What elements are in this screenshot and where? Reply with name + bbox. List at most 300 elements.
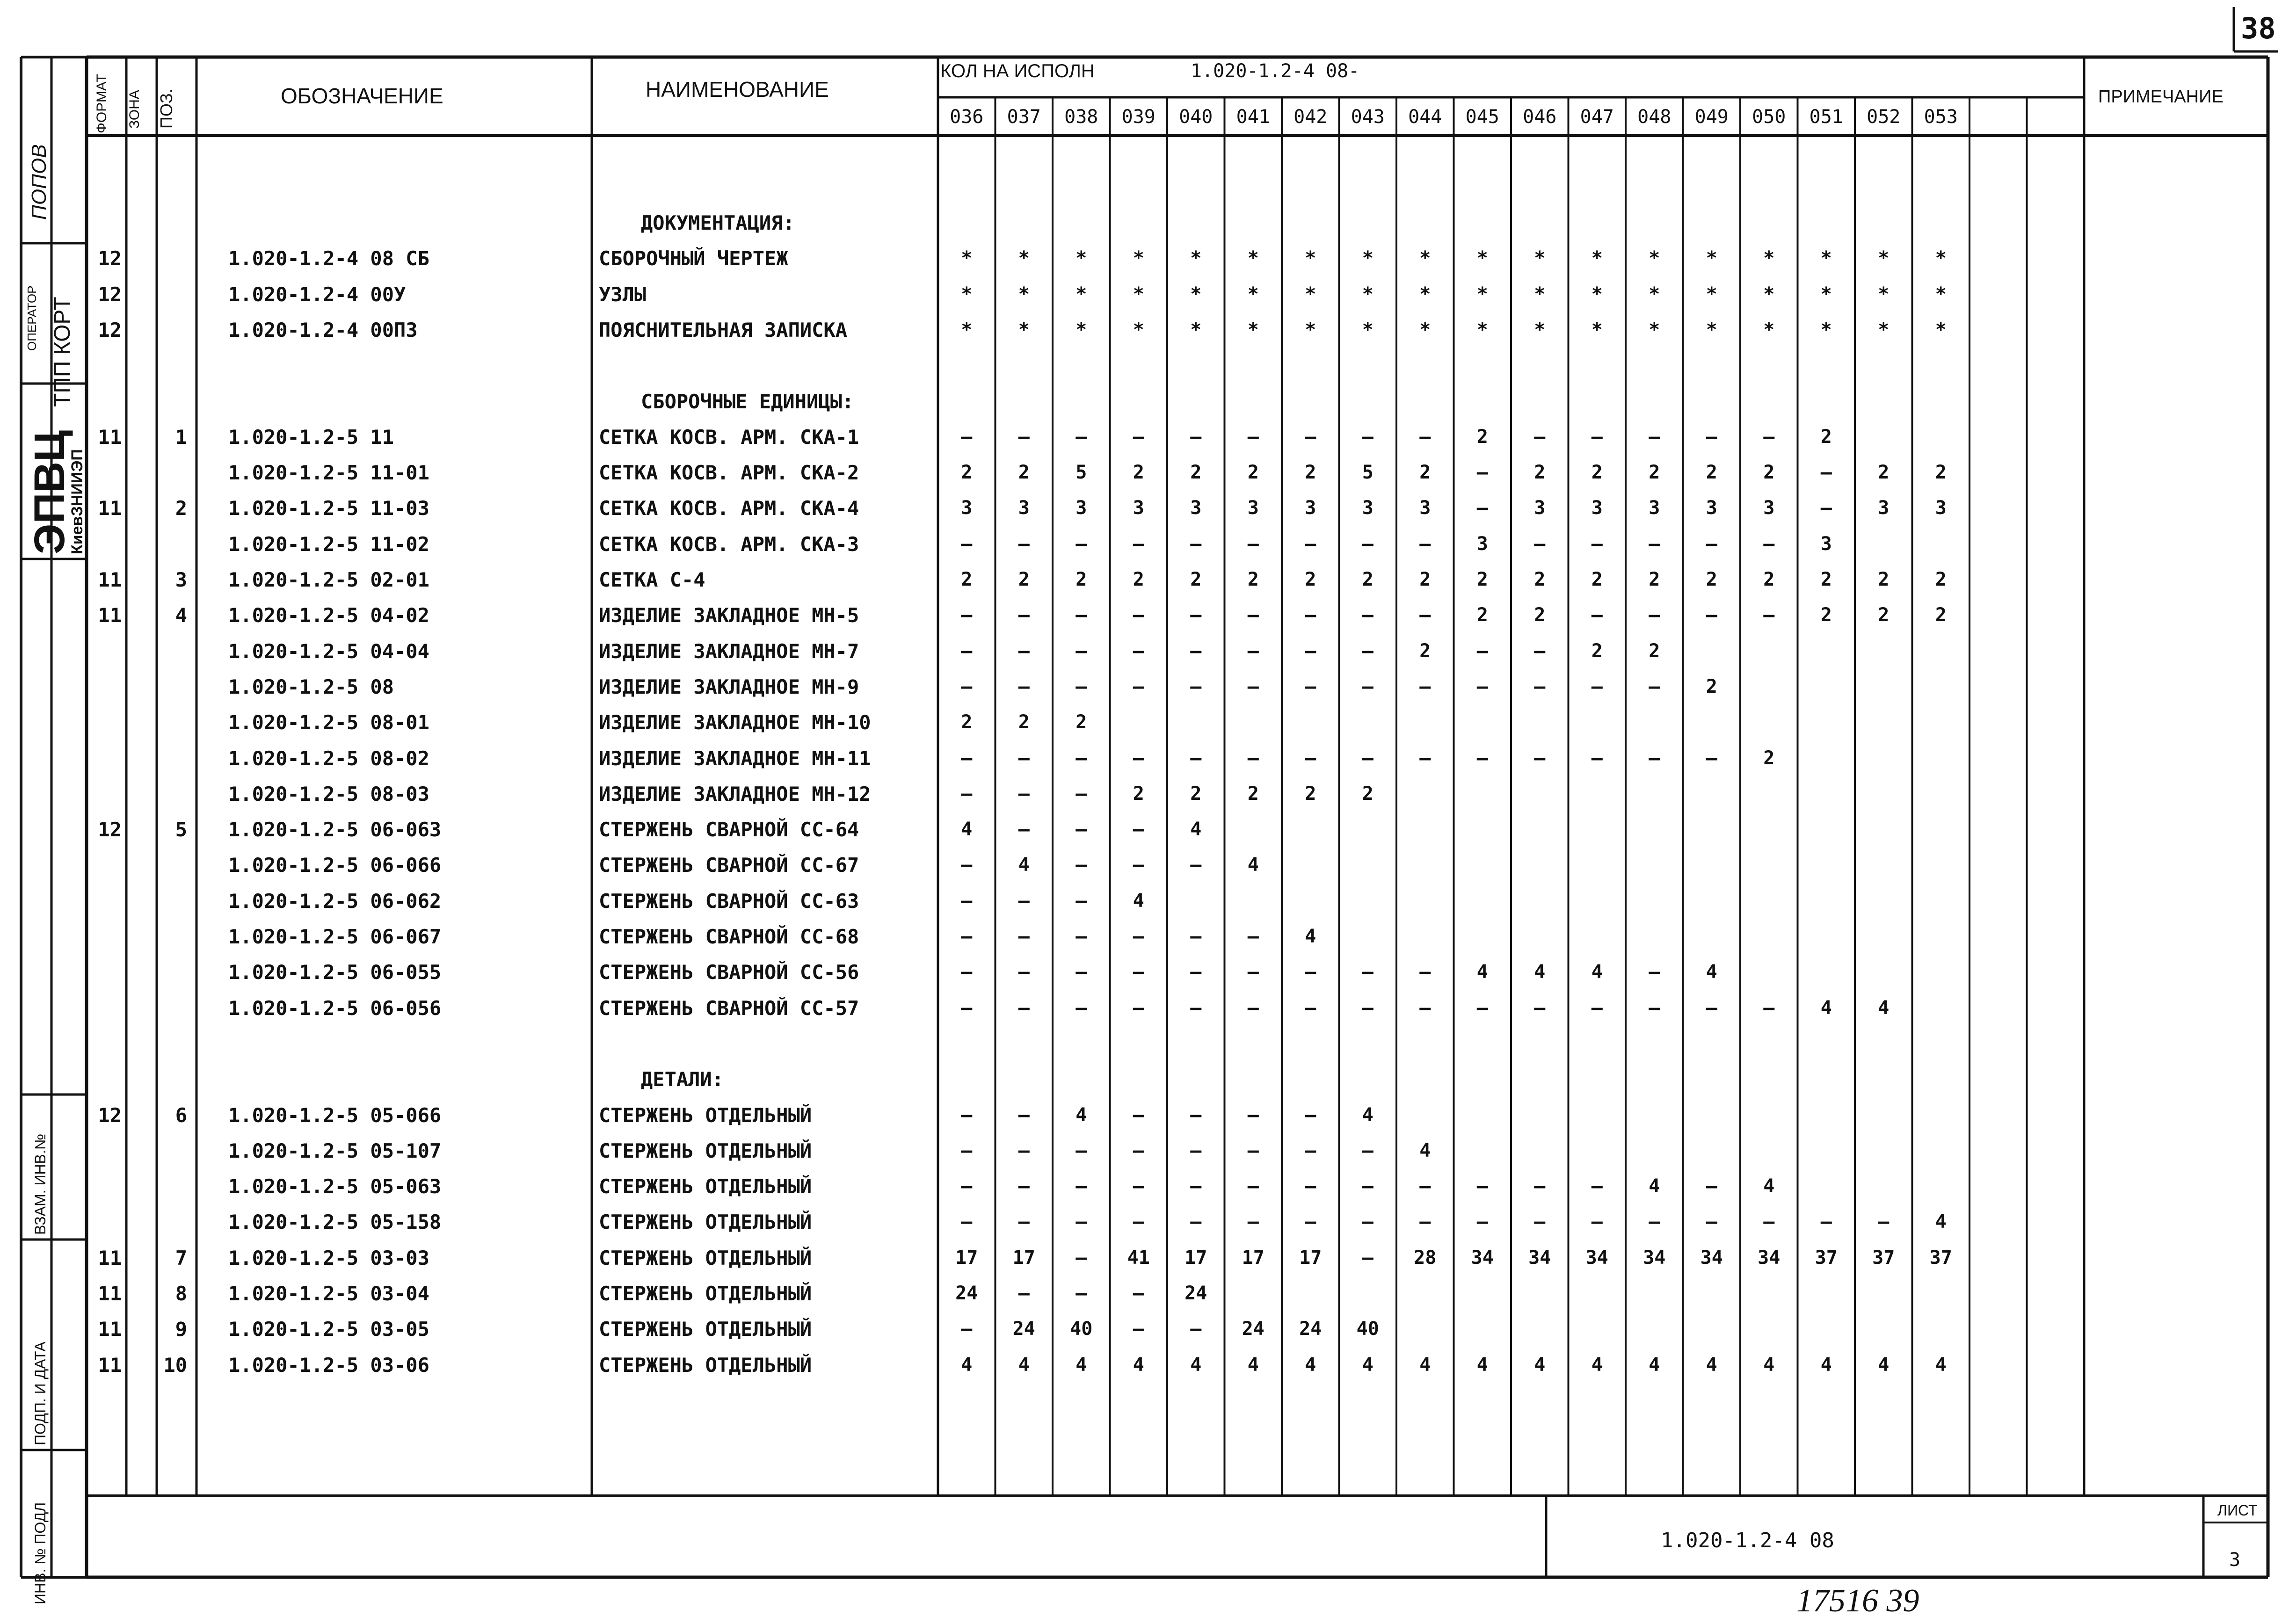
cell-quantity: – xyxy=(1362,1175,1374,1197)
cell-quantity: 2 xyxy=(1190,783,1202,805)
cell-quantity: 4 xyxy=(961,819,973,841)
cell-quantity: – xyxy=(1305,1104,1316,1126)
cell-quantity: – xyxy=(1076,854,1087,876)
strip-inv: ИНВ. № ПОДЛ xyxy=(32,1502,49,1604)
cell-format: 11 xyxy=(98,604,122,627)
cell-quantity: 2 xyxy=(1076,569,1087,590)
cell-quantity: – xyxy=(1763,426,1775,448)
cell-quantity: – xyxy=(1018,1283,1030,1304)
cell-quantity: 4 xyxy=(1534,1354,1546,1376)
header-pos: ПОЗ. xyxy=(157,88,176,129)
cell-quantity: – xyxy=(1362,1139,1374,1161)
cell-quantity: – xyxy=(1133,533,1144,555)
cell-quantity: 2 xyxy=(1649,569,1660,590)
cell-quantity: – xyxy=(1305,675,1316,697)
cell-quantity: 3 xyxy=(1763,497,1775,519)
cell-quantity: 4 xyxy=(1706,1354,1717,1376)
cell-quantity: – xyxy=(961,854,973,876)
cell-quantity: – xyxy=(1190,604,1202,626)
cell-quantity: – xyxy=(1419,747,1431,769)
cell-quantity: 4 xyxy=(1076,1354,1087,1376)
cell-quantity: – xyxy=(1076,997,1087,1019)
cell-quantity: – xyxy=(1820,1211,1832,1233)
cell-quantity: 3 xyxy=(1133,497,1144,519)
cell-designation: 1.020-1.2-5 08 xyxy=(228,675,394,698)
cell-quantity: * xyxy=(1935,319,1947,341)
cell-designation: 1.020-1.2-5 06-055 xyxy=(228,961,442,984)
cell-quantity: * xyxy=(1649,319,1660,341)
cell-quantity: 2 xyxy=(1935,604,1947,626)
cell-quantity: – xyxy=(1018,640,1030,662)
cell-designation: 1.020-1.2-5 05-063 xyxy=(228,1175,442,1198)
cell-quantity: * xyxy=(1763,247,1775,269)
cell-quantity: * xyxy=(1706,247,1717,269)
cell-quantity: – xyxy=(1362,997,1374,1019)
cell-quantity: 2 xyxy=(1591,569,1603,590)
cell-quantity: 24 xyxy=(955,1283,978,1304)
cell-quantity: – xyxy=(1076,819,1087,841)
cell-quantity: – xyxy=(1305,997,1316,1019)
cell-quantity: – xyxy=(1649,1211,1660,1233)
cell-quantity: – xyxy=(1419,533,1431,555)
cell-quantity: 2 xyxy=(1706,675,1717,697)
cell-quantity: 4 xyxy=(1534,961,1546,983)
cell-quantity: – xyxy=(1190,997,1202,1019)
stamp-sheet-number: 3 xyxy=(2229,1549,2241,1571)
cell-quantity: 4 xyxy=(1362,1104,1374,1126)
cell-quantity: 2 xyxy=(1476,426,1488,448)
cell-designation: 1.020-1.2-5 11-03 xyxy=(228,497,429,520)
cell-quantity: * xyxy=(1706,283,1717,305)
cell-quantity: – xyxy=(1018,1175,1030,1197)
page-number-top: 38 xyxy=(2241,11,2276,45)
cell-quantity: * xyxy=(1649,247,1660,269)
cell-quantity: – xyxy=(961,1175,973,1197)
cell-quantity: 2 xyxy=(1419,462,1431,484)
variant-header: 039 xyxy=(1121,106,1156,128)
variant-header: 050 xyxy=(1752,106,1786,128)
variant-header: 043 xyxy=(1351,106,1385,128)
cell-designation: 1.020-1.2-5 11-01 xyxy=(228,461,429,485)
cell-quantity: – xyxy=(1076,890,1087,912)
cell-quantity: – xyxy=(1018,1139,1030,1161)
strip-podp: ПОДП. И ДАТА xyxy=(32,1341,49,1445)
cell-quantity: – xyxy=(1362,1211,1374,1233)
cell-quantity: 4 xyxy=(1362,1354,1374,1376)
cell-quantity: 4 xyxy=(1878,1354,1890,1376)
cell-quantity: – xyxy=(1018,926,1030,947)
cell-quantity: – xyxy=(1018,1104,1030,1126)
cell-quantity: 2 xyxy=(1133,783,1144,805)
cell-quantity: 3 xyxy=(1247,497,1259,519)
cell-quantity: – xyxy=(1591,426,1603,448)
variant-header: 047 xyxy=(1580,106,1614,128)
cell-quantity: * xyxy=(1591,319,1603,341)
cell-quantity: – xyxy=(1476,497,1488,519)
cell-quantity: – xyxy=(1247,1104,1259,1126)
cell-quantity: * xyxy=(1935,247,1947,269)
cell-quantity: – xyxy=(1076,1283,1087,1304)
cell-quantity: – xyxy=(1476,747,1488,769)
cell-name: ИЗДЕЛИЕ ЗАКЛАДНОЕ МН-5 xyxy=(599,604,859,627)
cell-name: СЕТКА КОСВ. АРМ. СКА-1 xyxy=(599,425,859,449)
cell-quantity: – xyxy=(1133,1211,1144,1233)
cell-quantity: 2 xyxy=(1018,569,1030,590)
cell-quantity: * xyxy=(961,319,973,341)
cell-quantity: – xyxy=(1190,961,1202,983)
cell-quantity: 37 xyxy=(1929,1247,1952,1269)
cell-quantity: 4 xyxy=(1076,1104,1087,1126)
cell-format: 11 xyxy=(98,1282,122,1305)
cell-name: СБОРОЧНЫЙ ЧЕРТЕЖ xyxy=(599,247,788,270)
cell-quantity: * xyxy=(1362,319,1374,341)
cell-quantity: – xyxy=(1133,819,1144,841)
cell-quantity: – xyxy=(1247,1175,1259,1197)
cell-quantity: 2 xyxy=(961,462,973,484)
cell-quantity: * xyxy=(1649,283,1660,305)
cell-designation: 1.020-1.2-5 08-01 xyxy=(228,711,429,734)
cell-quantity: – xyxy=(1133,1318,1144,1340)
variant-header: 049 xyxy=(1694,106,1729,128)
cell-name: СЕТКА С-4 xyxy=(599,568,705,591)
cell-name: СЕТКА КОСВ. АРМ. СКА-3 xyxy=(599,532,859,556)
cell-quantity: * xyxy=(1018,319,1030,341)
cell-quantity: * xyxy=(961,247,973,269)
cell-name: СЕТКА КОСВ. АРМ. СКА-4 xyxy=(599,497,859,520)
cell-quantity: – xyxy=(1076,926,1087,947)
cell-quantity: 2 xyxy=(1190,569,1202,590)
cell-quantity: 4 xyxy=(1476,961,1488,983)
variant-header: 046 xyxy=(1523,106,1557,128)
cell-quantity: – xyxy=(961,997,973,1019)
cell-quantity: – xyxy=(961,783,973,805)
cell-quantity: – xyxy=(1247,640,1259,662)
cell-designation: 1.020-1.2-5 08-03 xyxy=(228,782,429,805)
cell-name: СТЕРЖЕНЬ ОТДЕЛЬНЫЙ xyxy=(599,1175,812,1198)
cell-quantity: 17 xyxy=(1185,1247,1207,1269)
header-note: ПРИМЕЧАНИЕ xyxy=(2098,87,2224,107)
cell-quantity: – xyxy=(1305,640,1316,662)
cell-quantity: 2 xyxy=(1190,462,1202,484)
variant-header: 052 xyxy=(1867,106,1901,128)
cell-quantity: – xyxy=(1706,1175,1717,1197)
cell-quantity: * xyxy=(1591,283,1603,305)
cell-quantity: – xyxy=(1706,426,1717,448)
cell-quantity: – xyxy=(1076,1175,1087,1197)
cell-quantity: – xyxy=(1190,533,1202,555)
cell-quantity: – xyxy=(1190,1318,1202,1340)
cell-quantity: 2 xyxy=(1419,569,1431,590)
cell-quantity: 34 xyxy=(1700,1247,1723,1269)
cell-quantity: 2 xyxy=(1591,462,1603,484)
cell-quantity: – xyxy=(1133,961,1144,983)
cell-quantity: – xyxy=(1419,675,1431,697)
cell-quantity: – xyxy=(1305,1139,1316,1161)
cell-quantity: 3 xyxy=(1649,497,1660,519)
cell-name: СТЕРЖЕНЬ СВАРНОЙ СС-67 xyxy=(599,854,859,877)
cell-quantity: – xyxy=(961,604,973,626)
cell-quantity: 2 xyxy=(1820,426,1832,448)
cell-designation: 1.020-1.2-5 08-02 xyxy=(228,747,429,770)
strip-popov: ПОПОВ xyxy=(28,144,51,220)
cell-format: 11 xyxy=(98,497,122,520)
cell-quantity: – xyxy=(1534,426,1546,448)
cell-quantity: – xyxy=(1591,533,1603,555)
cell-quantity: 40 xyxy=(1356,1318,1379,1340)
cell-designation: 1.020-1.2-5 03-05 xyxy=(228,1318,429,1341)
cell-quantity: 4 xyxy=(1190,819,1202,841)
cell-quantity: – xyxy=(1591,604,1603,626)
cell-quantity: – xyxy=(1649,961,1660,983)
cell-quantity: 24 xyxy=(1242,1318,1265,1340)
cell-designation: 1.020-1.2-5 11-02 xyxy=(228,532,429,556)
cell-quantity: 34 xyxy=(1758,1247,1781,1269)
section-heading: ДЕТАЛИ: xyxy=(641,1068,724,1091)
cell-quantity: – xyxy=(1706,1211,1717,1233)
cell-quantity: – xyxy=(1133,1175,1144,1197)
cell-quantity: – xyxy=(1133,640,1144,662)
cell-quantity: 4 xyxy=(1820,1354,1832,1376)
cell-quantity: 2 xyxy=(1649,462,1660,484)
variant-header: 038 xyxy=(1064,106,1098,128)
cell-quantity: – xyxy=(1190,640,1202,662)
cell-quantity: * xyxy=(1018,247,1030,269)
cell-quantity: 2 xyxy=(1476,569,1488,590)
cell-quantity: – xyxy=(1133,1283,1144,1304)
cell-quantity: 4 xyxy=(1419,1354,1431,1376)
cell-quantity: * xyxy=(1534,247,1546,269)
cell-quantity: 4 xyxy=(1419,1139,1431,1161)
cell-name: ИЗДЕЛИЕ ЗАКЛАДНОЕ МН-7 xyxy=(599,639,859,663)
cell-name: СТЕРЖЕНЬ СВАРНОЙ СС-56 xyxy=(599,961,859,984)
cell-name: СТЕРЖЕНЬ ОТДЕЛЬНЫЙ xyxy=(599,1353,812,1377)
cell-quantity: 24 xyxy=(1185,1283,1207,1304)
cell-quantity: * xyxy=(1820,283,1832,305)
cell-quantity: * xyxy=(1133,319,1144,341)
cell-quantity: – xyxy=(961,1104,973,1126)
cell-quantity: * xyxy=(1362,283,1374,305)
cell-quantity: – xyxy=(1018,997,1030,1019)
cell-quantity: – xyxy=(1362,675,1374,697)
cell-quantity: – xyxy=(1419,1211,1431,1233)
cell-quantity: 2 xyxy=(1935,462,1947,484)
cell-quantity: 2 xyxy=(1247,783,1259,805)
cell-position: 8 xyxy=(175,1282,187,1305)
variant-header: 048 xyxy=(1637,106,1672,128)
cell-quantity: 4 xyxy=(1649,1175,1660,1197)
header-qty-code: 1.020-1.2-4 08- xyxy=(1191,60,1360,82)
cell-quantity: – xyxy=(1305,747,1316,769)
cell-quantity: 37 xyxy=(1872,1247,1895,1269)
variant-header: 042 xyxy=(1294,106,1328,128)
cell-quantity: – xyxy=(1018,819,1030,841)
cell-quantity: 2 xyxy=(1534,569,1546,590)
cell-position: 1 xyxy=(175,425,187,449)
cell-quantity: – xyxy=(1706,604,1717,626)
cell-quantity: 4 xyxy=(1018,854,1030,876)
cell-quantity: – xyxy=(1305,533,1316,555)
cell-quantity: – xyxy=(1362,604,1374,626)
cell-quantity: – xyxy=(1706,533,1717,555)
cell-quantity: – xyxy=(1076,1139,1087,1161)
cell-quantity: – xyxy=(1591,675,1603,697)
cell-quantity: – xyxy=(1076,604,1087,626)
cell-designation: 1.020-1.2-4 00У xyxy=(228,283,406,306)
cell-quantity: – xyxy=(1190,854,1202,876)
header-zone: ЗОНА xyxy=(127,90,142,129)
strip-epvc: ЭПВЦ xyxy=(26,430,73,554)
cell-quantity: * xyxy=(1534,319,1546,341)
cell-quantity: – xyxy=(1305,426,1316,448)
cell-position: 4 xyxy=(175,604,187,627)
cell-quantity: – xyxy=(1649,747,1660,769)
cell-quantity: 3 xyxy=(1476,533,1488,555)
cell-quantity: – xyxy=(1247,1211,1259,1233)
cell-quantity: 2 xyxy=(1878,604,1890,626)
cell-quantity: 4 xyxy=(1133,890,1144,912)
cell-quantity: 2 xyxy=(1133,569,1144,590)
cell-quantity: – xyxy=(1362,640,1374,662)
cell-name: ИЗДЕЛИЕ ЗАКЛАДНОЕ МН-11 xyxy=(599,747,871,770)
strip-vzam: ВЗАМ. ИНВ.№ xyxy=(32,1133,49,1235)
cell-quantity: – xyxy=(961,1318,973,1340)
cell-designation: 1.020-1.2-5 05-107 xyxy=(228,1139,442,1162)
cell-position: 10 xyxy=(163,1353,187,1377)
cell-quantity: 5 xyxy=(1076,462,1087,484)
cell-quantity: 5 xyxy=(1362,462,1374,484)
cell-quantity: * xyxy=(1878,319,1890,341)
cell-quantity: – xyxy=(1190,1104,1202,1126)
cell-quantity: 3 xyxy=(1706,497,1717,519)
cell-quantity: – xyxy=(1247,426,1259,448)
cell-quantity: * xyxy=(1133,247,1144,269)
cell-quantity: * xyxy=(1247,319,1259,341)
cell-quantity: * xyxy=(1820,319,1832,341)
cell-quantity: 3 xyxy=(1305,497,1316,519)
cell-quantity: – xyxy=(1476,675,1488,697)
cell-quantity: – xyxy=(1591,1211,1603,1233)
variant-header: 044 xyxy=(1408,106,1442,128)
cell-quantity: 17 xyxy=(1299,1247,1322,1269)
cell-quantity: 4 xyxy=(1133,1354,1144,1376)
cell-quantity: 2 xyxy=(1247,462,1259,484)
cell-designation: 1.020-1.2-5 03-04 xyxy=(228,1282,429,1305)
cell-quantity: – xyxy=(1534,1211,1546,1233)
cell-quantity: – xyxy=(1018,604,1030,626)
cell-quantity: – xyxy=(1763,997,1775,1019)
cell-designation: 1.020-1.2-5 04-04 xyxy=(228,639,429,663)
cell-quantity: 3 xyxy=(1190,497,1202,519)
stamp-code: 1.020-1.2-4 08 xyxy=(1661,1529,1834,1552)
cell-quantity: * xyxy=(1247,283,1259,305)
cell-quantity: 2 xyxy=(1706,462,1717,484)
cell-quantity: 4 xyxy=(1591,1354,1603,1376)
cell-quantity: – xyxy=(1419,997,1431,1019)
cell-position: 7 xyxy=(175,1246,187,1269)
cell-quantity: 4 xyxy=(1018,1354,1030,1376)
cell-quantity: – xyxy=(1076,533,1087,555)
cell-quantity: – xyxy=(1476,1175,1488,1197)
cell-quantity: 3 xyxy=(1534,497,1546,519)
cell-name: СТЕРЖЕНЬ СВАРНОЙ СС-64 xyxy=(599,818,859,841)
cell-quantity: 4 xyxy=(1247,854,1259,876)
cell-quantity: – xyxy=(961,1139,973,1161)
cell-quantity: * xyxy=(1878,283,1890,305)
cell-quantity: 2 xyxy=(1763,569,1775,590)
strip-org: КиевЗНИИЭП xyxy=(68,449,86,554)
cell-quantity: * xyxy=(1419,319,1431,341)
cell-quantity: – xyxy=(961,533,973,555)
cell-quantity: 24 xyxy=(1299,1318,1322,1340)
cell-name: СТЕРЖЕНЬ ОТДЕЛЬНЫЙ xyxy=(599,1139,812,1162)
cell-quantity: * xyxy=(1133,283,1144,305)
cell-quantity: – xyxy=(1190,1211,1202,1233)
header-format: ФОРМАТ xyxy=(94,74,109,133)
section-heading: СБОРОЧНЫЕ ЕДИНИЦЫ: xyxy=(641,390,854,413)
cell-quantity: – xyxy=(1133,675,1144,697)
cell-name: СТЕРЖЕНЬ ОТДЕЛЬНЫЙ xyxy=(599,1282,812,1305)
header-qty-label: КОЛ НА ИСПОЛН xyxy=(940,61,1095,81)
cell-name: ИЗДЕЛИЕ ЗАКЛАДНОЕ МН-12 xyxy=(599,782,871,805)
cell-quantity: – xyxy=(1649,604,1660,626)
cell-quantity: – xyxy=(1247,675,1259,697)
cell-name: СТЕРЖЕНЬ ОТДЕЛЬНЫЙ xyxy=(599,1318,812,1341)
cell-quantity: – xyxy=(1591,1175,1603,1197)
cell-quantity: * xyxy=(1534,283,1546,305)
cell-quantity: – xyxy=(1476,997,1488,1019)
cell-quantity: * xyxy=(1706,319,1717,341)
cell-quantity: – xyxy=(1476,462,1488,484)
cell-quantity: 3 xyxy=(1362,497,1374,519)
variant-header: 053 xyxy=(1924,106,1958,128)
cell-quantity: – xyxy=(1018,747,1030,769)
cell-quantity: – xyxy=(1247,961,1259,983)
cell-quantity: – xyxy=(1190,1139,1202,1161)
cell-quantity: 17 xyxy=(1012,1247,1035,1269)
cell-quantity: – xyxy=(1133,854,1144,876)
cell-name: ПОЯСНИТЕЛЬНАЯ ЗАПИСКА xyxy=(599,318,848,341)
cell-designation: 1.020-1.2-5 06-062 xyxy=(228,889,442,913)
cell-name: СЕТКА КОСВ. АРМ. СКА-2 xyxy=(599,461,859,485)
cell-quantity: – xyxy=(1534,997,1546,1019)
cell-quantity: 34 xyxy=(1585,1247,1608,1269)
cell-quantity: 3 xyxy=(1018,497,1030,519)
cell-quantity: – xyxy=(1820,497,1832,519)
cell-quantity: – xyxy=(1247,1139,1259,1161)
cell-quantity: – xyxy=(1419,961,1431,983)
cell-quantity: 3 xyxy=(1878,497,1890,519)
cell-quantity: 2 xyxy=(1534,604,1546,626)
cell-quantity: 2 xyxy=(1305,783,1316,805)
cell-quantity: 2 xyxy=(1591,640,1603,662)
cell-designation: 1.020-1.2-5 04-02 xyxy=(228,604,429,627)
cell-quantity: – xyxy=(1649,675,1660,697)
cell-quantity: 4 xyxy=(1649,1354,1660,1376)
cell-quantity: * xyxy=(1076,319,1087,341)
cell-quantity: 4 xyxy=(1935,1354,1947,1376)
cell-format: 12 xyxy=(98,1103,122,1127)
cell-quantity: – xyxy=(1362,426,1374,448)
cell-name: СТЕРЖЕНЬ ОТДЕЛЬНЫЙ xyxy=(599,1211,812,1234)
cell-format: 12 xyxy=(98,247,122,270)
section-heading: ДОКУМЕНТАЦИЯ: xyxy=(641,211,795,234)
cell-quantity: 2 xyxy=(1133,462,1144,484)
cell-quantity: – xyxy=(1076,426,1087,448)
cell-quantity: – xyxy=(1133,747,1144,769)
cell-quantity: – xyxy=(1076,783,1087,805)
cell-designation: 1.020-1.2-5 05-158 xyxy=(228,1211,442,1234)
cell-quantity: * xyxy=(1076,283,1087,305)
